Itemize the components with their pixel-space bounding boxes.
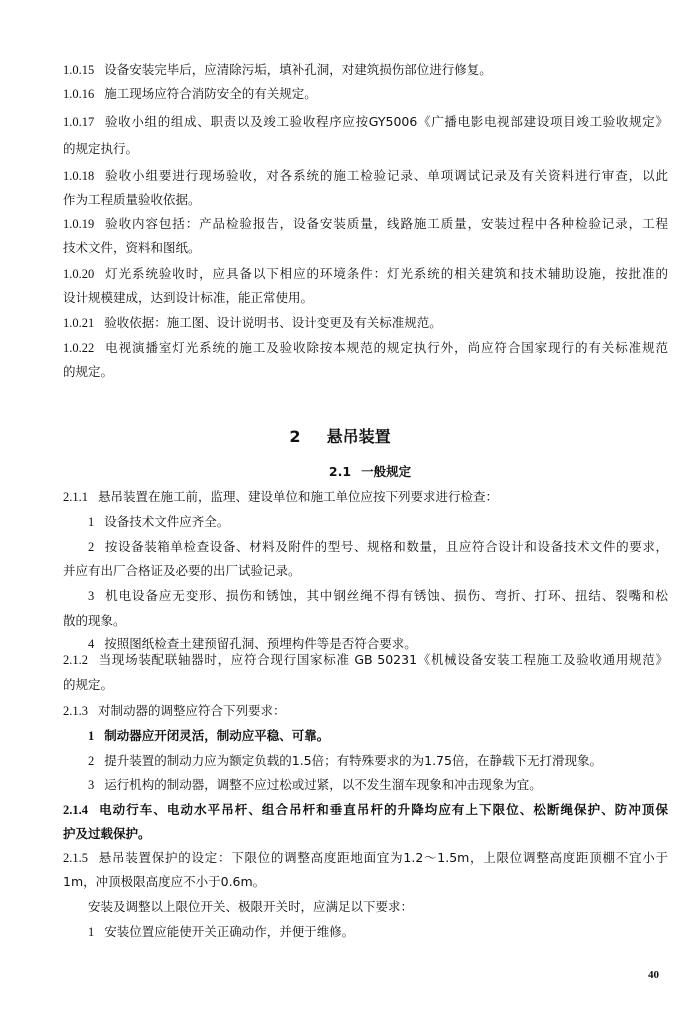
clause-number: 4 bbox=[88, 637, 95, 651]
clause-text: 悬吊装置保护的设定：下限位的调整高度距地面宜为1.2～1.5m，上限位调整高度距顶棚不宜小于 bbox=[98, 850, 668, 865]
text-line bbox=[63, 216, 668, 232]
clause-text: 护及过载保护。 bbox=[63, 826, 151, 841]
text-line bbox=[63, 86, 668, 102]
clause-number: 1.0.22 bbox=[63, 341, 95, 355]
clause-number: 1.0.16 bbox=[63, 87, 95, 101]
text-line bbox=[63, 489, 668, 505]
clause-text: 的规定执行。 bbox=[63, 141, 139, 156]
clause-number: 1 bbox=[88, 925, 95, 939]
clause-number: 3 bbox=[88, 778, 95, 792]
text-line bbox=[63, 315, 668, 331]
clause-text: 安装及调整以上限位开关、极限开关时，应满足以下要求： bbox=[88, 899, 414, 914]
clause-text: 对制动器的调整应符合下列要求： bbox=[98, 703, 286, 718]
clause-number: 2.1.5 bbox=[63, 851, 88, 865]
clause-text: 当现场装配联轴器时，应符合现行国家标准 GB 50231《机械设备安装工程施工及验收通用规范》 bbox=[98, 652, 668, 667]
clause-text: 作为工程质量验收依据。 bbox=[63, 192, 201, 207]
clause-number: 2 bbox=[88, 754, 95, 768]
text-line bbox=[63, 114, 668, 130]
text-line bbox=[63, 240, 668, 256]
chapter-number: 2 bbox=[289, 427, 301, 446]
clause-text: 的规定。 bbox=[63, 677, 114, 692]
clause-text: 安装位置应能使开关正确动作，并便于维修。 bbox=[104, 924, 355, 939]
clause-text: 按照图纸检查土建预留孔洞、预埋构件等是否符合要求。 bbox=[104, 636, 417, 651]
text-line bbox=[63, 613, 668, 629]
clause-text: 技术文件，资料和图纸。 bbox=[63, 240, 201, 255]
chapter-title: 悬吊装置 bbox=[326, 427, 391, 446]
page-number: 40 bbox=[648, 969, 659, 981]
text-line bbox=[63, 563, 668, 579]
clause-text: 1m，冲顶极限高度应不小于0.6m。 bbox=[63, 874, 266, 889]
text-line bbox=[63, 826, 668, 842]
clause-text: 灯光系统验收时，应具备以下相应的环境条件：灯光系统的相关建筑和技术辅助设施，按批准的 bbox=[104, 266, 668, 281]
clause-text: 验收小组的组成、职责以及竣工验收程序应按GY5006《广播电影电视部建设项目竣工验收规定》 bbox=[104, 114, 668, 129]
text-line bbox=[63, 168, 668, 184]
chapter-heading bbox=[0, 424, 680, 447]
text-line bbox=[88, 636, 668, 652]
clause-text: 验收内容包括：产品检验报告，设备安装质量，线路施工质量，安装过程中各种检验记录，工程 bbox=[104, 216, 668, 231]
text-line bbox=[63, 141, 668, 157]
text-line bbox=[63, 290, 668, 306]
section-title: 一般规定 bbox=[361, 464, 412, 479]
clause-text: 验收依据：施工图、设计说明书、设计变更及有关标准规范。 bbox=[104, 315, 442, 330]
clause-text: 设备安装完毕后，应清除污垢，填补孔洞，对建筑损伤部位进行修复。 bbox=[104, 62, 492, 77]
text-line bbox=[88, 514, 668, 530]
text-line bbox=[63, 652, 668, 668]
clause-text: 提升装置的制动力应为额定负载的1.5倍；有特殊要求的为1.75倍，在静载下无打滑现象。 bbox=[104, 753, 602, 768]
clause-text: 验收小组要进行现场验收，对各系统的施工检验记录、单项调试记录及有关资料进行审查，以此 bbox=[104, 168, 668, 183]
section-number: 2.1 bbox=[328, 464, 352, 479]
text-line bbox=[88, 777, 668, 793]
clause-number: 1.0.18 bbox=[63, 169, 95, 183]
text-line bbox=[63, 850, 668, 866]
text-line bbox=[88, 728, 668, 744]
text-line bbox=[88, 899, 668, 915]
clause-number: 1.0.21 bbox=[63, 316, 95, 330]
clause-text: 散的现象。 bbox=[63, 613, 126, 628]
clause-text: 施工现场应符合消防安全的有关规定。 bbox=[104, 86, 317, 101]
text-line bbox=[63, 62, 668, 78]
text-line bbox=[63, 340, 668, 356]
text-line bbox=[63, 677, 668, 693]
clause-number: 2.1.4 bbox=[63, 803, 88, 817]
clause-number: 3 bbox=[88, 589, 95, 603]
clause-number: 1 bbox=[88, 515, 95, 529]
text-line bbox=[88, 924, 668, 940]
clause-number: 1.0.15 bbox=[63, 63, 95, 77]
clause-text: 设计规模建成，达到设计标准，能正常使用。 bbox=[63, 290, 314, 305]
clause-number: 1.0.20 bbox=[63, 267, 95, 281]
clause-number: 2.1.1 bbox=[63, 490, 88, 504]
text-line bbox=[63, 802, 668, 818]
text-line bbox=[63, 192, 668, 208]
clause-text: 运行机构的制动器，调整不应过松或过紧，以不发生溜车现象和冲击现象为宜。 bbox=[104, 777, 542, 792]
text-line bbox=[88, 539, 668, 555]
clause-text: 按设备装箱单检查设备、材料及附件的型号、规格和数量，且应符合设计和设备技术文件的要求， bbox=[104, 539, 668, 554]
clause-number: 2 bbox=[88, 540, 95, 554]
clause-text: 并应有出厂合格证及必要的出厂试验记录。 bbox=[63, 563, 301, 578]
clause-text: 制动器应开闭灵活，制动应平稳、可靠。 bbox=[104, 728, 330, 743]
clause-text: 机电设备应无变形、损伤和锈蚀，其中钢丝绳不得有锈蚀、损伤、弯折、打环、扭结、裂嘴和松 bbox=[104, 588, 668, 603]
clause-number: 2.1.2 bbox=[63, 653, 88, 667]
text-line bbox=[88, 588, 668, 604]
text-line bbox=[63, 364, 668, 380]
text-line bbox=[63, 874, 668, 890]
clause-text: 的规定。 bbox=[63, 364, 114, 379]
clause-number: 1.0.17 bbox=[63, 115, 95, 129]
text-line bbox=[88, 753, 668, 769]
clause-text: 电动行车、电动水平吊杆、组合吊杆和垂直吊杆的升降均应有上下限位、松断绳保护、防冲顶保 bbox=[98, 802, 668, 817]
clause-text: 设备技术文件应齐全。 bbox=[104, 514, 230, 529]
text-line bbox=[63, 266, 668, 282]
text-line bbox=[63, 703, 668, 719]
clause-number: 1.0.19 bbox=[63, 217, 95, 231]
clause-text: 电视演播室灯光系统的施工及验收除按本规范的规定执行外，尚应符合国家现行的有关标准规范 bbox=[104, 340, 668, 355]
clause-number: 1 bbox=[88, 729, 95, 743]
section-heading bbox=[0, 462, 680, 480]
clause-number: 2.1.3 bbox=[63, 704, 88, 718]
clause-text: 悬吊装置在施工前，监理、建设单位和施工单位应按下列要求进行检查： bbox=[98, 489, 499, 504]
